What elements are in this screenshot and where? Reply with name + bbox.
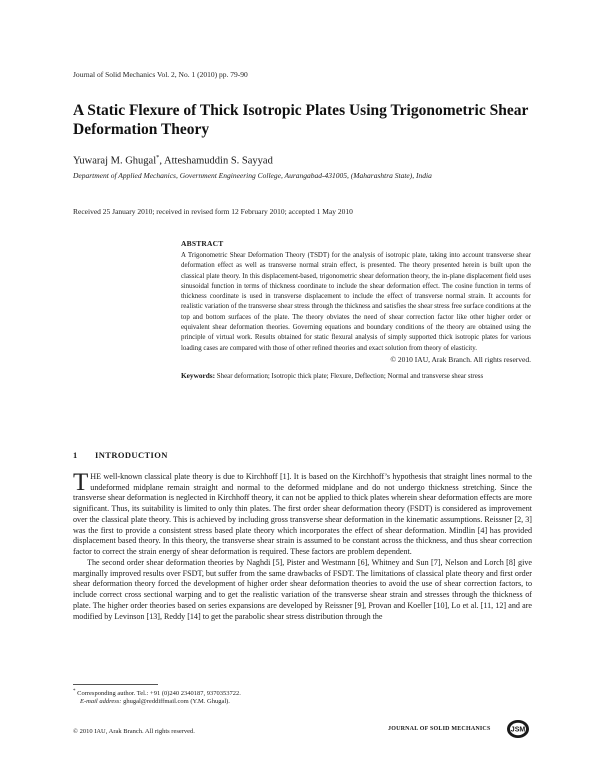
drop-cap: T	[73, 469, 89, 496]
logo-letters: JSM	[510, 726, 526, 734]
abstract-text: A Trigonometric Shear Deformation Theory (TSDT) for the analysis of isotropic plate, taking into account transverse shear deformation effect as well as transverse normal strain effect, is presented. The theory presented herein is built upon the classical plate theory. In this displacement-based, trigonometric shear deformation theory, the in-plane displacement field uses sinusoidal function in terms of thickness coordinate to include the shear deformation effect. The cosine function in terms of thickness coordinate is used in transverse displacement to include the effect of transverse normal strain. It accounts for realistic variation of the transverse shear stress through the thickness and satisfies the shear stress free surface conditions at the top and bottom surfaces of the plate. The theory obviates the need of shear correction factor like other higher order or equivalent shear deformation theories. Governing equations and boundary conditions of the theory are obtained using the principle of virtual work. Results obtained for static flexural analysis of simply supported thick isotropic plates for various loading cases are compared with those of other refined theories and exact solution from theory of elasticity.	[181, 252, 531, 352]
footer-copyright: © 2010 IAU, Arak Branch. All rights reserved.	[73, 728, 195, 735]
section-heading	[73, 450, 168, 460]
footnote-corresponding	[73, 689, 241, 697]
email-address[interactable]: ghugal@reddiffmail.com (Y.M. Ghugal).	[123, 698, 230, 705]
keywords-text: Shear deformation; Isotropic thick plate; Flexure, Deflection; Normal and transverse shear stress	[216, 373, 484, 380]
author-1: Yuwaraj M. Ghugal	[73, 155, 157, 167]
journal-logo-text: JOURNAL OF SOLID MECHANICS	[388, 726, 491, 732]
intro-paragraph-2: The second order shear deformation theories by Naghdi [5], Pister and Westmann [6], Whitney and Sun [7], Nelson and Lorch [8] give marginally improved results over FSDT, but suffer from the same drawbacks of FSDT. The limitations of classical plate theory and first order shear deformation theory forced the development of higher order shear deformation theories to avoid the use of shear correction factors, to include correct cross sectional warping and to get the realistic variation of the transverse shear strain and stresses through the thickness of plate. The higher order theories based on series expansions are developed by Reissner [9], Provan and Koeller [10], Lo et al. [11, 12] and are modified by Levinson [13], Reddy [14] to get the parabolic shear stress distribution through the	[73, 558, 532, 621]
article-title: A Static Flexure of Thick Isotropic Plates Using Trigonometric Shear Deformation Theory	[73, 102, 529, 138]
intro-paragraph-1	[73, 469, 532, 558]
corresponding-mark: *	[156, 154, 160, 161]
jsm-logo-icon	[506, 719, 530, 739]
abstract-copyright: © 2010 IAU, Arak Branch. All rights reserved.	[390, 355, 531, 364]
email-label: E-mail address:	[80, 698, 122, 705]
affiliation: Department of Applied Mechanics, Government Engineering College, Aurangabad-431005, (Maharashtra State), India	[73, 171, 432, 180]
author-separator: ,	[159, 155, 165, 167]
journal-reference: Journal of Solid Mechanics Vol. 2, No. 1 (2010) pp. 79-90	[73, 70, 248, 79]
author-line	[73, 154, 273, 167]
footnote-mark: *	[73, 689, 76, 694]
intro-paragraph-1-text: HE well-known classical plate theory is due to Kirchhoff [1]. It is based on the Kirchhoff’s hypothesis that straight lines normal to the undeformed midplane remain straight and normal to the deformed midplane and do not undergo thickness stretching. Since the transverse shear deformation is neglected in Kirchhoff theory, it can not be applied to thick plates wherein shear deformation effects are more significant. Thus, its suitability is limited to only thin plates. The first order shear deformation theory (FSDT) is considered as improvement over the classical plate theory. This is achieved by including gross transverse shear deformation in the kinematic assumptions. Reissner [2, 3] was the first to provide a consistent stress based plate theory which incorporates the effect of shear deformation. Mindlin [4] has provided displacement based theory. In this theory, the transverse shear strain is assumed to be constant across the thickness, and thus shear correction factor to correct the strain energy of shear deformation is required. These factors are problem dependent.	[73, 472, 532, 556]
keywords	[181, 371, 531, 382]
section-title: INTRODUCTION	[95, 450, 168, 460]
author-2: Atteshamuddin S. Sayyad	[164, 155, 273, 167]
received-dates: Received 25 January 2010; received in revised form 12 February 2010; accepted 1 May 2010	[73, 207, 353, 216]
footnote-corresponding-text: Corresponding author. Tel.: +91 (0)240 2340187, 9370353722.	[77, 690, 241, 698]
section-number: 1	[73, 450, 78, 460]
abstract-heading: ABSTRACT	[181, 239, 224, 248]
footnote-divider	[73, 684, 158, 685]
footnote-email	[80, 698, 230, 705]
keywords-label: Keywords:	[181, 371, 216, 380]
